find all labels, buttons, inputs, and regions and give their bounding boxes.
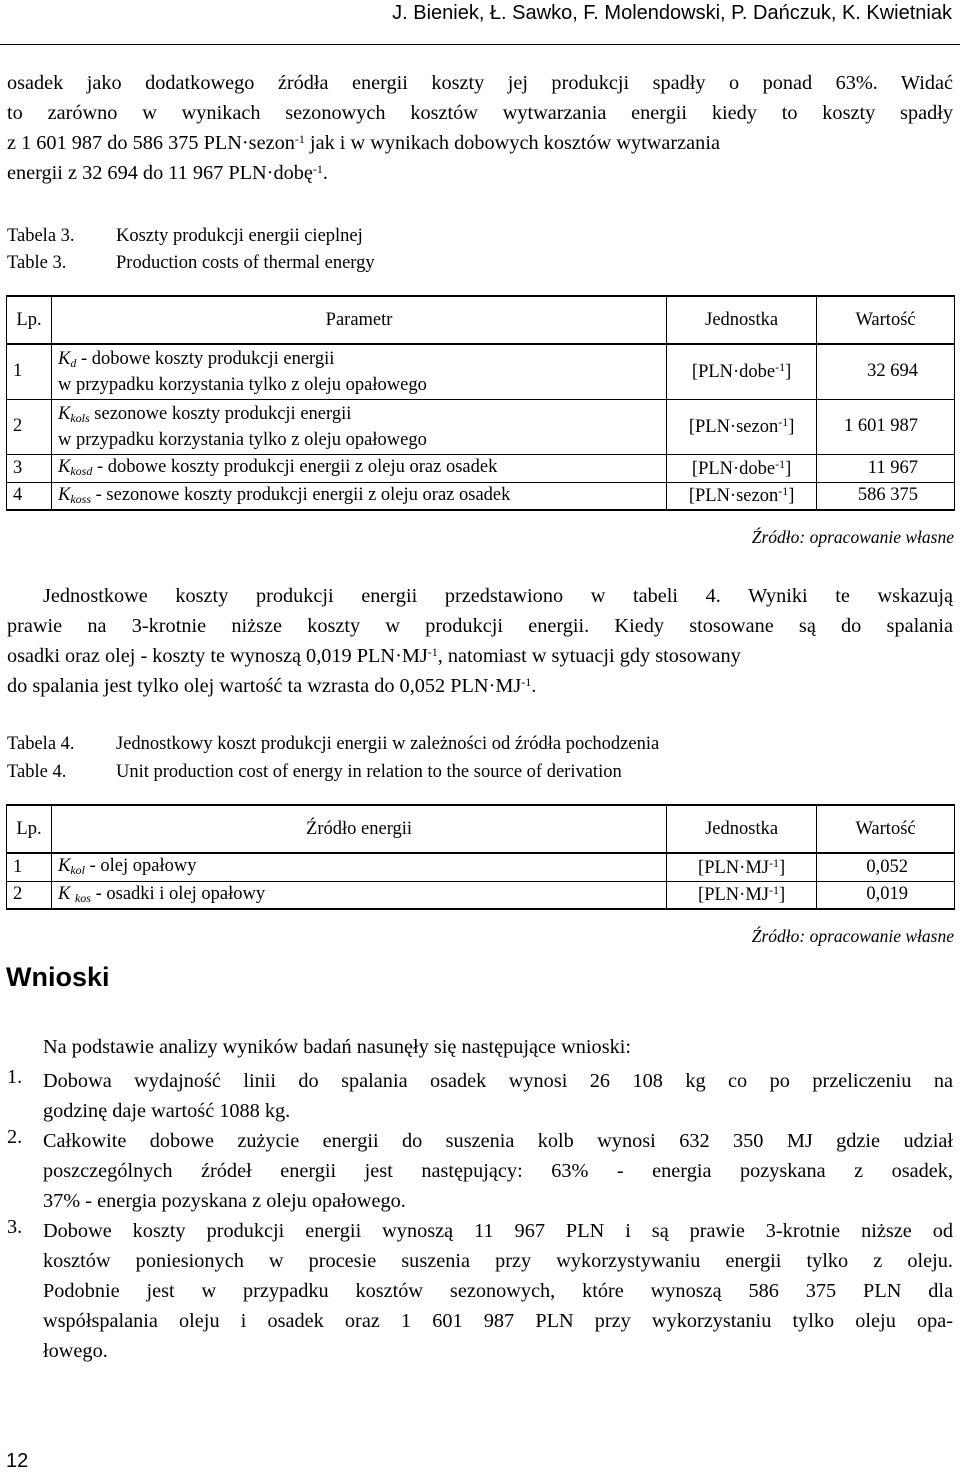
list-item: Całkowite dobowe zużycie energii do suszenia kolb wynosi 632 350 MJ gdzie udział poszczególnych źródeł energii jest następujący: 63% - energia pozyskana z osadek, 37% - energia pozyskana z oleju opałowego. (43, 1130, 953, 1212)
para2-line-2: prawie na 3-krotnie niższe koszty w produkcji energii. Kiedy stosowane są do spalania (7, 615, 953, 637)
table3-header-value: Wartość (817, 296, 955, 344)
table3-cell-param: $K_d$ - dobowe koszty produkcji energii w przypadku korzystania tylko z oleju opałowego (51, 344, 666, 399)
table3-cell-value: 32 694 (817, 344, 955, 399)
table3-cell-param: $K_{koss}$ - sezonowe koszty produkcji energii z oleju oraz osadek (51, 482, 666, 510)
table4-cell-unit: $[PLN\cdot MJ^{-1}]$ (667, 853, 817, 881)
table3-cell-unit: [PLN·dobe$^{-1}$] (667, 454, 817, 482)
table-row (7, 454, 955, 482)
table3-cell-value: 11 967 (817, 454, 955, 482)
list-item-number: 1. (7, 1066, 23, 1088)
conclusions-intro: Na podstawie analizy wyników badań nasunęły się następujące wnioski: (43, 1036, 631, 1058)
table4 (6, 804, 955, 910)
table3-cell-unit: [PLN·sezon$^{-1}$] (667, 482, 817, 510)
table4-cell-unit: $[PLN\cdot MJ^{-1}]$ (667, 881, 817, 909)
table4-cell-value: 0,019 (817, 881, 955, 909)
table3-cell-lp: 2 (7, 399, 52, 454)
intro-line-1: osadek jako dodatkowego źródła energii koszty jej produkcji spadły o ponad 63%. Widać (7, 72, 953, 94)
table4-header-row (7, 805, 955, 853)
table3-caption-en: Production costs of thermal energy (116, 253, 375, 273)
list-item-number: 2. (7, 1126, 23, 1148)
table4-cell-source: K $_{kos}$ - osadki i olej opałowy (51, 881, 666, 909)
table3-source: Źródło: opracowanie własne (751, 527, 954, 547)
table4-label-pl: Tabela 4. (7, 734, 75, 754)
table3-label-en: Table 3. (7, 253, 67, 273)
table3-header-lp: Lp. (7, 296, 52, 344)
intro-line-2: to zarówno w wynikach sezonowych kosztów wytwarzania energii kiedy to koszty spadły (7, 102, 953, 124)
table-row (7, 881, 955, 909)
para2-line-1: Jednostkowe koszty produkcji energii przedstawiono w tabeli 4. Wyniki te wskazują (43, 585, 953, 607)
intro-line-4: energii z 32 694 do 11 967 PLN·dobę$^{-1}$. (7, 162, 328, 184)
page-number: 12 (6, 1450, 29, 1472)
table4-source: Źródło: opracowanie własne (751, 926, 954, 946)
table3-cell-unit: [PLN·dobe$^{-1}$] (667, 344, 817, 399)
para2-line-3: osadki oraz olej - koszty te wynoszą 0,019 $PLN\cdot MJ^{-1}$, natomiast w sytuacji gdy stosowany (7, 645, 741, 667)
table4-cell-value: 0,052 (817, 853, 955, 881)
header-authors: J. Bieniek, Ł. Sawko, F. Molendowski, P. Dańczuk, K. Kwietniak (392, 2, 952, 24)
table3-cell-lp: 4 (7, 482, 52, 510)
table3-label-pl: Tabela 3. (7, 226, 75, 246)
table4-caption-en: Unit production cost of energy in relation to the source of derivation (116, 762, 622, 782)
table-row (7, 399, 955, 454)
table4-header-value: Wartość (817, 805, 955, 853)
intro-line-3: z 1 601 987 do 586 375 PLN·sezon$^{-1}$ jak i w wynikach dobowych kosztów wytwarzania (7, 132, 720, 154)
list-item: Dobowa wydajność linii do spalania osadek wynosi 26 108 kg co po przeliczeniu na godzinę daje wartość 1088 kg. (43, 1070, 953, 1122)
table3-header-param: Parametr (51, 296, 666, 344)
table4-cell-lp: 1 (7, 853, 52, 881)
table-row (7, 482, 955, 510)
table3-cell-param: $K_{kols}$ sezonowe koszty produkcji energii w przypadku korzystania tylko z oleju opałowego (51, 399, 666, 454)
table3-header-unit: Jednostka (667, 296, 817, 344)
running-header (0, 0, 960, 45)
para2-line-4: do spalania jest tylko olej wartość ta wzrasta do 0,052 $PLN\cdot MJ^{-1}$. (7, 675, 537, 697)
table3-header-row (7, 296, 955, 344)
list-item-number: 3. (7, 1216, 23, 1238)
table3-cell-lp: 3 (7, 454, 52, 482)
table4-label-en: Table 4. (7, 762, 67, 782)
table3-caption-pl: Koszty produkcji energii cieplnej (116, 226, 363, 246)
table-row (7, 853, 955, 881)
table4-header-lp: Lp. (7, 805, 52, 853)
list-item: Dobowe koszty produkcji energii wynoszą 11 967 PLN i są prawie 3-krotnie niższe od kosztów poniesionych w procesie suszenia przy wykorzystywaniu energii tylko z oleju. Podobnie jest w przypadku kosztów sezonowych, które wynoszą 586 375 PLN dla współspalania oleju i osadek oraz 1 601 987 PLN przy wykorzystaniu tylko oleju opa- łowego. (43, 1220, 953, 1362)
table3-cell-param: $K_{kosd}$ - dobowe koszty produkcji energii z oleju oraz osadek (51, 454, 666, 482)
table3-cell-lp: 1 (7, 344, 52, 399)
table4-caption-pl: Jednostkowy koszt produkcji energii w zależności od źródła pochodzenia (116, 734, 660, 754)
table3-cell-value: 1 601 987 (817, 399, 955, 454)
table4-header-unit: Jednostka (667, 805, 817, 853)
table4-cell-source: $K_{kol}$ - olej opałowy (51, 853, 666, 881)
table3 (6, 295, 955, 511)
table3-cell-unit: [PLN·sezon$^{-1}$] (667, 399, 817, 454)
table4-cell-lp: 2 (7, 881, 52, 909)
table3-cell-value: 586 375 (817, 482, 955, 510)
table4-header-source: Źródło energii (51, 805, 666, 853)
table-row (7, 344, 955, 399)
section-heading-conclusions: Wnioski (6, 962, 110, 992)
